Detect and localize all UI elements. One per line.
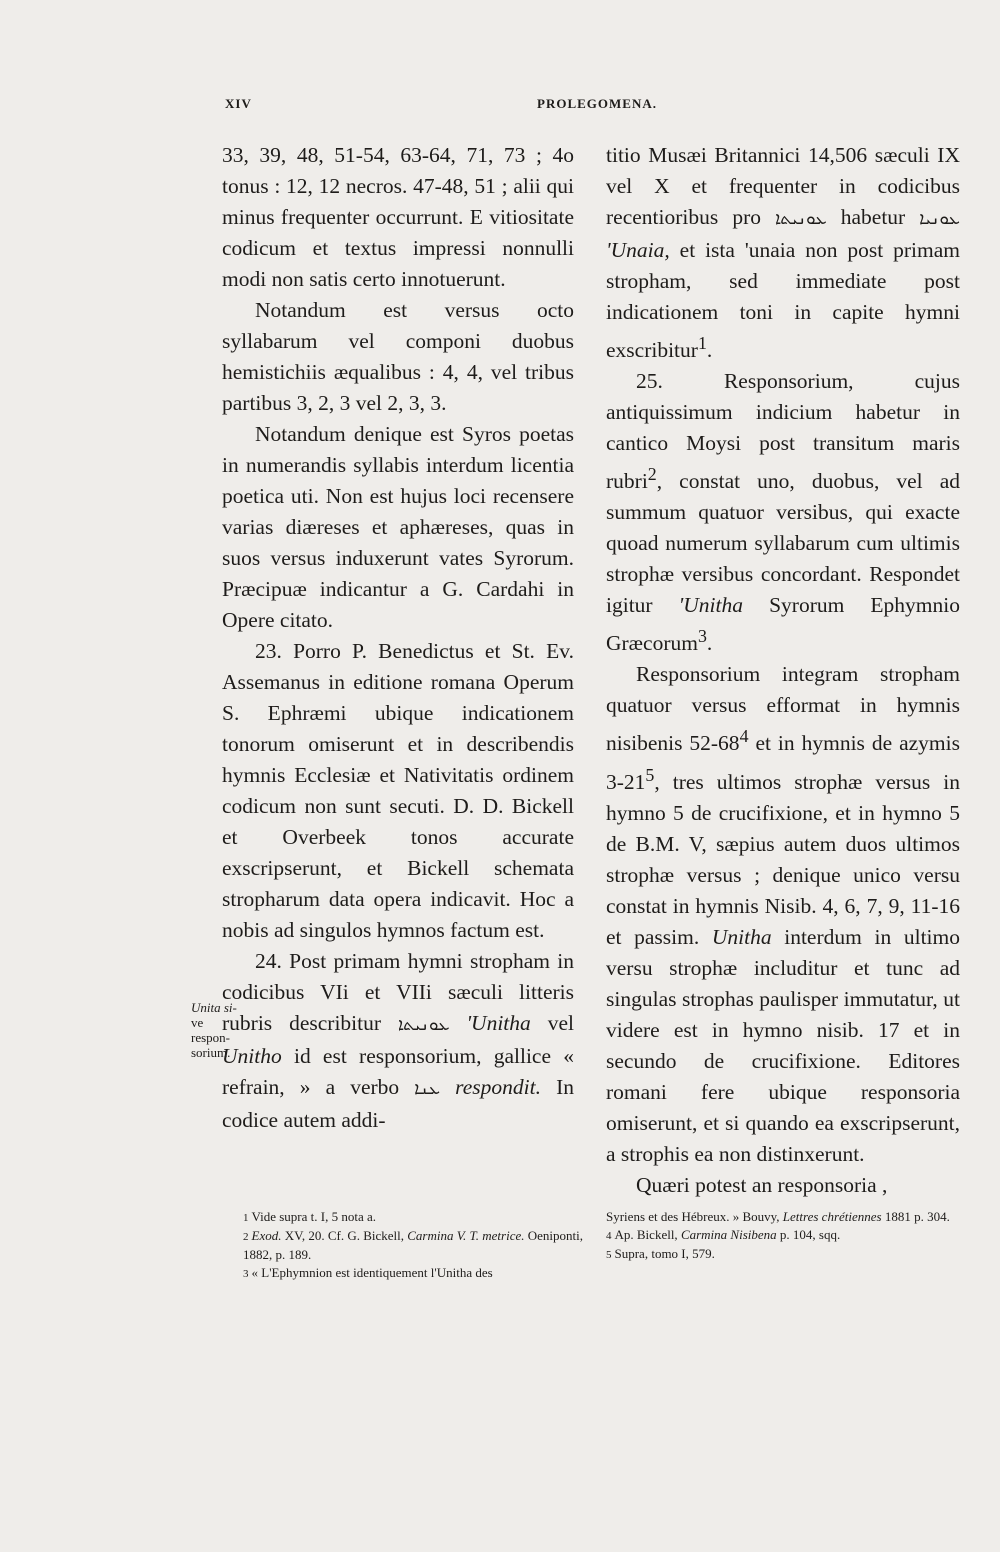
footnote-ref: 2: [647, 464, 657, 485]
footnote: [606, 1245, 960, 1264]
footnote-ref: 4: [739, 726, 749, 747]
paragraph-text: habetur: [826, 205, 920, 229]
footnote-text: « L'Ephymnion est identiquement l'Unitha des: [251, 1265, 493, 1280]
footnote-text: Ap. Bickell,: [614, 1227, 681, 1242]
footnote: [243, 1227, 588, 1264]
footnote-text: 1881 p. 304.: [881, 1209, 950, 1224]
footnote-italic: Lettres chrétiennes: [782, 1209, 882, 1224]
footnote-text: Oeniponti, 1882, p. 189.: [243, 1228, 584, 1262]
paragraph: Quæri potest an responsoria ,: [636, 1172, 888, 1197]
footnotes-left: [243, 1208, 588, 1283]
paragraph-text: titio Musæi Britannici 14,506 sæculi IX vel X et frequenter in codicibus recentioribus pro: [606, 143, 960, 229]
paragraph: Notandum denique est Syros poetas in numerandis syllabis interdum licentia poetica uti. Non est hujus loci recensere varias diæreses et aphæreses, quas in suos versus induxerunt vates Syrorum. Præcipuæ indicantur a G. Cardahi in Opere citato.: [222, 422, 574, 632]
footnote-text: p. 104, sqq.: [776, 1227, 841, 1242]
paragraph: Notandum est versus octo syllabarum vel componi duobus hemistichiis æqualibus : 4, 4, vel tribus partibus 3, 2, 3 vel 2, 3, 3.: [222, 298, 574, 415]
syriac-word: ܥܘܢܝܬܐ: [775, 209, 827, 229]
footnote-ref: 5: [645, 764, 655, 785]
footnote-mark: 4: [606, 1230, 612, 1242]
page-number: XIV: [225, 96, 252, 111]
margin-note: [191, 1000, 241, 1060]
italic-term: 'Unaia,: [606, 238, 670, 262]
footnote-italic: Carmina Nisibena: [680, 1227, 777, 1242]
paragraph-text: , constat uno, duobus, vel ad summum quatuor versibus, qui exacte quoad numerum syllabarum cum ultimis strophæ versibus concordant. Respondet igitur: [606, 469, 960, 618]
paragraph-text: , tres ultimos strophæ versus in hymno 5 de crucifixione, et in hymno 5 de B.M. V, sæpius autem duos ultimos strophæ versus ; denique unico versu constat in hymnis Nisib. 4, 6, 7, 9, 11-16 et passim.: [606, 769, 960, 949]
paragraph-text: .: [706, 631, 713, 656]
paragraph-text: [450, 1011, 467, 1035]
italic-term: Unitha: [711, 924, 772, 949]
margin-note-line: sorium.: [191, 1045, 231, 1060]
footnote-text: XV, 20. Cf. G. Bickell,: [281, 1228, 408, 1243]
italic-term: 'Unitha: [678, 593, 743, 618]
footnote-text: Syriens et des Hébreux. » Bouvy,: [606, 1209, 783, 1224]
paragraph: [606, 366, 960, 659]
footnote-mark: 5: [606, 1249, 612, 1261]
footnotes-right: [606, 1208, 960, 1264]
footnote: [243, 1264, 588, 1283]
footnote-mark: 2: [243, 1231, 249, 1243]
footnote-mark: 3: [243, 1268, 249, 1280]
left-column: [222, 140, 574, 1136]
footnote-text: Vide supra t. I, 5 nota a.: [251, 1209, 376, 1224]
syriac-word: ܥܢܐ: [414, 1079, 441, 1099]
page-header: [225, 96, 655, 120]
footnote-italic: Exod.: [251, 1228, 282, 1243]
paragraph: 33, 39, 48, 51-54, 63-64, 71, 73 ; 4o tonus : 12, 12 necros. 47-48, 51 ; alii qui minus frequenter occurrunt. E vitiositate codicum et textus impressi nonnulli modi non satis certo innotuerunt.: [222, 143, 574, 291]
italic-term: Unitho: [222, 1044, 282, 1068]
footnote-ref: 3: [697, 626, 707, 647]
margin-note-line: Unita si-: [191, 1000, 237, 1015]
italic-term: 'Unitha: [466, 1011, 531, 1035]
paragraph-text: id est responsorium, gallice « refrain, » a verbo: [222, 1044, 574, 1099]
right-column: [606, 140, 960, 1201]
footnote-italic: Carmina V. T. metrice.: [407, 1228, 525, 1243]
syriac-word: ܥܘܢܝܐ: [919, 209, 960, 229]
italic-term: respondit.: [455, 1075, 541, 1099]
paragraph-text: Responsorium integram stropham quatuor versus efformat in hymnis nisibenis 52-68: [606, 662, 960, 756]
paragraph-text: et ista 'unaia non post primam stropham, sed immediate post indicationem toni in capite hymni exscribitur: [606, 238, 960, 363]
paragraph-text: et in hymnis de azymis 3-21: [606, 731, 961, 794]
paragraph-text: [440, 1075, 455, 1099]
paragraph: [606, 140, 960, 366]
paragraph-text: In codice autem addi-: [222, 1075, 574, 1132]
paragraph-text: interdum in ultimo versu strophæ includitur et tunc ad singulas strophas paulisper immutatur, ut videre est in hymno nisib. 17 et in secundo de crucifixione. Editores romani fere ubique responsoria omiserunt, et si quando ea exscripserunt, a strophis ea non distinxerunt.: [606, 924, 960, 1166]
footnote-mark: 1: [243, 1212, 249, 1224]
paragraph-text: 24. Post primam hymni stropham in codicibus VIi et VIIi sæculi litteris rubris describitur: [222, 949, 574, 1035]
paragraph-text: 25. Responsorium, cujus antiquissimum indicium habetur in cantico Moysi post transitum maris rubri: [606, 369, 960, 494]
paragraph-text: vel: [530, 1011, 574, 1035]
syriac-word: ܥܘܢܝܬܐ: [397, 1015, 450, 1035]
paragraph-text: .: [706, 338, 713, 363]
footnote: [243, 1208, 588, 1227]
footnote-ref: 1: [697, 333, 707, 353]
footnote: [606, 1226, 960, 1245]
paragraph: [606, 659, 960, 1169]
paragraph: [222, 946, 574, 1136]
running-title: PROLEGOMENA.: [537, 96, 657, 111]
paragraph-text: Syrorum Ephymnio Græcorum: [606, 593, 960, 656]
footnote: [606, 1208, 960, 1226]
footnote-text: Supra, tomo I, 579.: [614, 1246, 715, 1261]
margin-note-line: ve respon-: [191, 1015, 230, 1045]
paragraph: 23. Porro P. Benedictus et St. Ev. Assemanus in editione romana Operum S. Ephræmi ubique indicationem tonorum omiserunt et in describendis hymnis Ecclesiæ et Nativitatis ordinem codicum non sunt secuti. D. D. Bickell et Overbeek tonos accurate exscripserunt, et Bickell schemata stropharum data opera indicavit. Hoc a nobis ad singulos hymnos factum est.: [222, 639, 574, 942]
